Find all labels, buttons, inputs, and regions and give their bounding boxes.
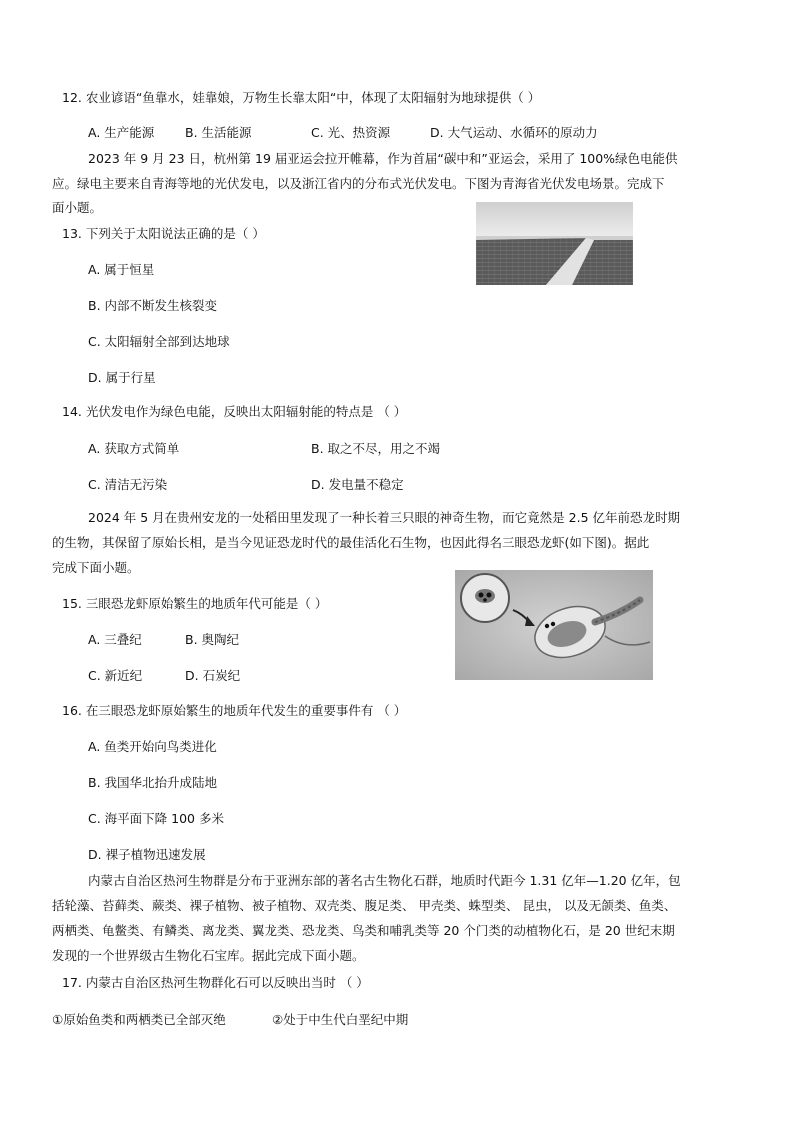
q13-option-c: C. 太阳辐射全部到达地球 [88,334,230,349]
q14-option-a: A. 获取方式简单 [88,441,180,456]
q14-option-d: D. 发电量不稳定 [311,477,404,492]
question-13-stem: 13. 下列关于太阳说法正确的是（ ） [62,226,265,241]
question-16-stem: 16. 在三眼恐龙虾原始繁生的地质年代发生的重要事件有 （ ） [62,703,407,718]
passage1-line-1: 2023 年 9 月 23 日，杭州第 19 届亚运会拉开帷幕，作为首届“碳中和”亚运会，采用了 100%绿色电能供 [88,151,678,166]
q12-option-b: B. 生活能源 [185,125,252,140]
q13-option-b: B. 内部不断发生核裂变 [88,298,218,313]
q13-option-a: A. 属于恒星 [88,262,155,277]
q16-option-d: D. 裸子植物迅速发展 [88,847,206,862]
question-15-stem: 15. 三眼恐龙虾原始繁生的地质年代可能是（ ） [62,596,328,611]
passage2-line-2: 的生物，其保留了原始长相，是当今见证恐龙时代的最佳活化石生物，也因此得名三眼恐龙虾(如下图)。据此 [52,535,650,550]
q16-option-c: C. 海平面下降 100 多米 [88,811,224,826]
passage2-line-1: 2024 年 5 月在贵州安龙的一处稻田里发现了一种长着三只眼的神奇生物，而它竟然是 2.5 亿年前恐龙时期 [88,510,681,525]
passage3-line-4: 发现的一个世界级古生物化石宝库。据此完成下面小题。 [52,948,365,963]
q15-option-a: A. 三叠纪 [88,632,142,647]
passage2-line-3: 完成下面小题。 [52,560,140,575]
q12-option-a: A. 生产能源 [88,125,155,140]
solar-farm-photo [476,202,633,285]
passage3-line-2: 括轮藻、苔藓类、蕨类、裸子植物、被子植物、双壳类、腹足类、 甲壳类、蛛型类、 昆虫， 以及无颌类、鱼类、 [52,898,677,913]
question-17-stem: 17. 内蒙古自治区热河生物群化石可以反映出当时 （ ） [62,975,369,990]
question-14-stem: 14. 光伏发电作为绿色电能，反映出太阳辐射能的特点是 （ ） [62,404,407,419]
q13-option-d: D. 属于行星 [88,370,156,385]
q14-option-c: C. 清洁无污染 [88,477,168,492]
q16-option-a: A. 鱼类开始向鸟类进化 [88,739,217,754]
passage1-line-3: 面小题。 [52,200,103,215]
question-12-stem: 12. 农业谚语“鱼靠水，娃靠娘，万物生长靠太阳“中，体现了太阳辐射为地球提供（ ） [62,90,541,105]
q12-option-c: C. 光、热资源 [311,125,391,140]
q15-option-d: D. 石炭纪 [185,668,241,683]
q16-option-b: B. 我国华北抬升成陆地 [88,775,218,790]
passage3-line-1: 内蒙古自治区热河生物群是分布于亚洲东部的著名古生物化石群，地质时代距今 1.31 亿年—1.20 亿年，包 [88,873,681,888]
q12-option-d: D. 大气运动、水循环的原动力 [430,125,598,140]
q14-option-b: B. 取之不尽，用之不竭 [311,441,441,456]
passage3-line-3: 两栖类、龟鳖类、有鳞类、离龙类、翼龙类、恐龙类、鸟类和哺乳类等 20 个门类的动植物化石，是 20 世纪末期 [52,923,675,938]
q15-option-b: B. 奥陶纪 [185,632,240,647]
q17-statement-1: ①原始鱼类和两栖类已全部灭绝 [52,1012,226,1027]
q15-option-c: C. 新近纪 [88,668,143,683]
passage1-line-2: 应。绿电主要来自青海等地的光伏发电，以及浙江省内的分布式光伏发电。下图为青海省光伏发电场景。完成下 [52,176,665,191]
q17-statement-2: ②处于中生代白垩纪中期 [272,1012,409,1027]
triops-photo [455,570,653,680]
